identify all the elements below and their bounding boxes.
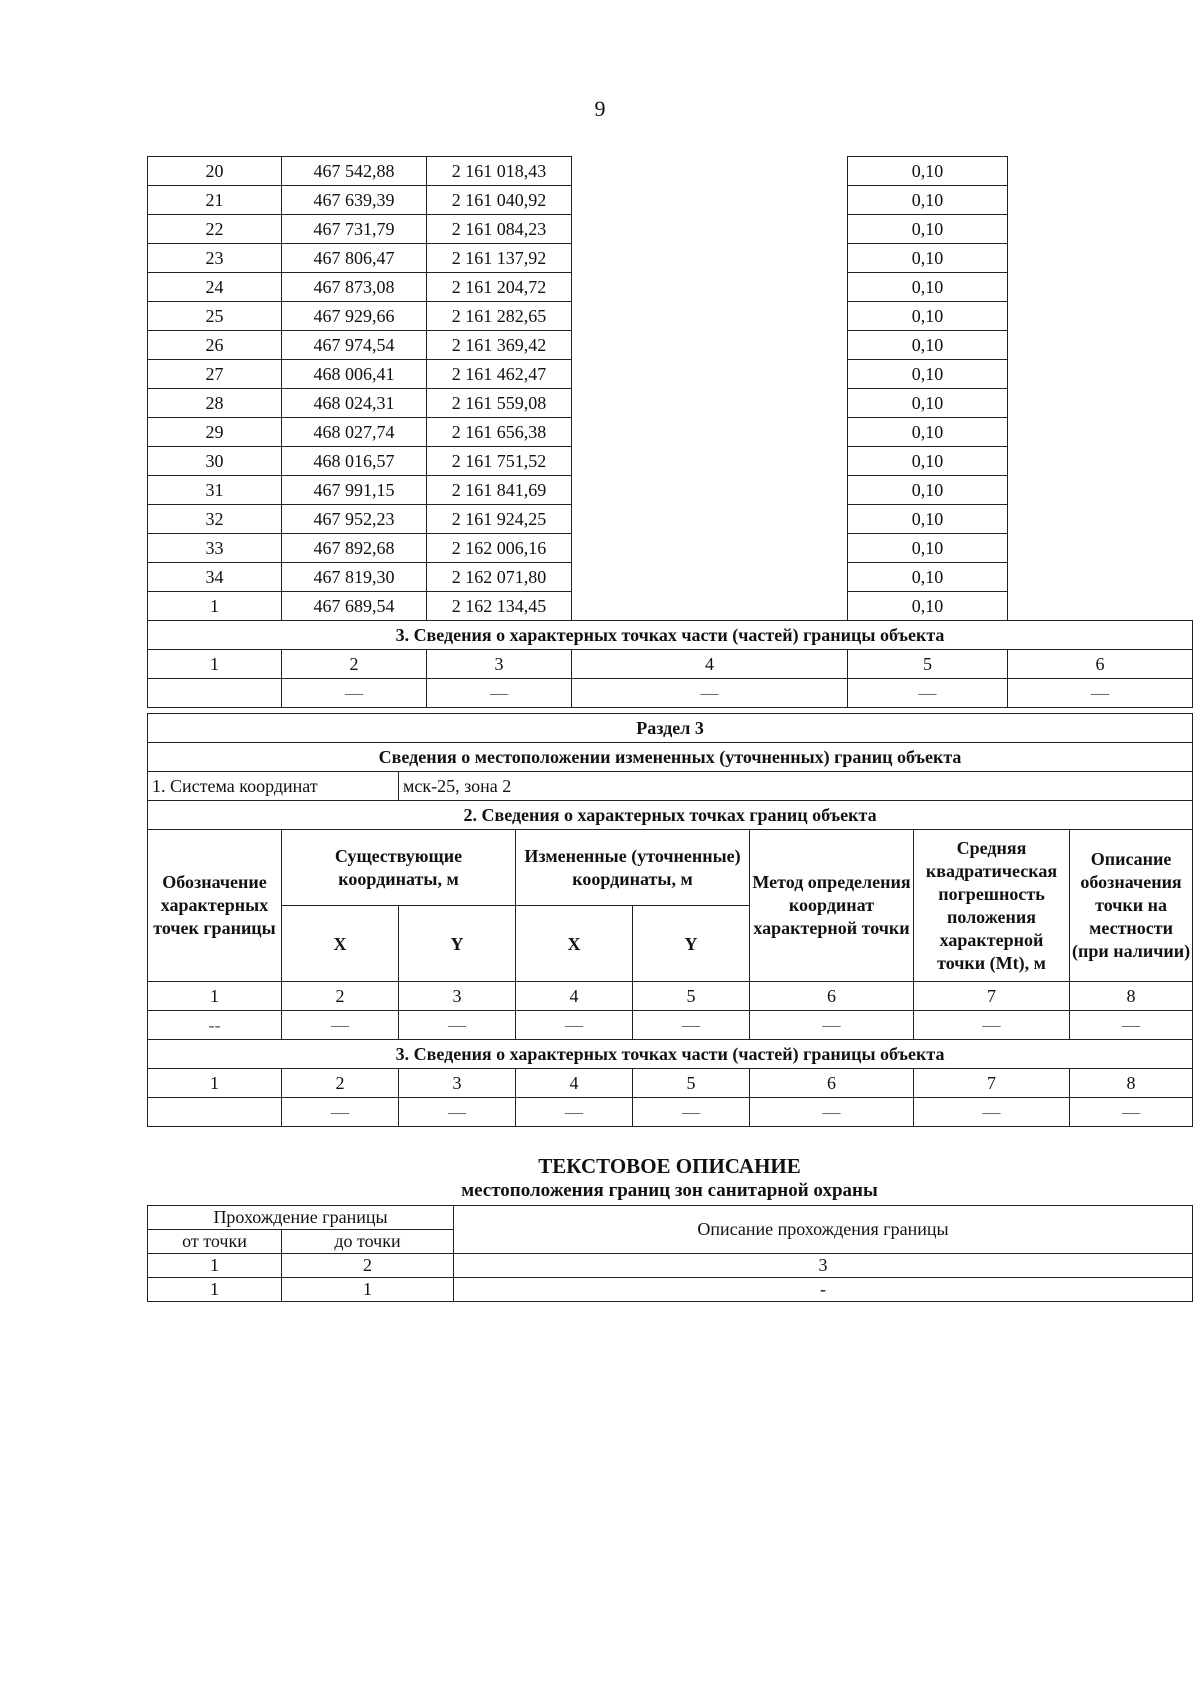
- from-point: 1: [148, 1278, 282, 1302]
- text-description-subtitle: местоположения границ зон санитарной охраны: [461, 1180, 878, 1201]
- empty-cell: [572, 505, 848, 534]
- y-coordinate: 2 161 018,43: [427, 157, 572, 186]
- part-points-empty-row: [148, 679, 1193, 708]
- empty-cell: [572, 273, 848, 302]
- coord-system-label: 1. Система координат: [148, 772, 399, 801]
- error-value: 0,10: [848, 157, 1008, 186]
- desc-data-row: [148, 1278, 1193, 1302]
- error-value: 0,10: [848, 273, 1008, 302]
- point-number: 22: [148, 215, 282, 244]
- point-number: 34: [148, 563, 282, 592]
- col-number: 3: [454, 1254, 1193, 1278]
- coordinates-body: [148, 157, 1193, 621]
- col-number: 1: [148, 650, 282, 679]
- cell: —: [282, 1098, 399, 1127]
- col-number: 1: [148, 982, 282, 1011]
- col-number: 7: [914, 1069, 1070, 1098]
- col-number: 8: [1070, 982, 1193, 1011]
- section3-title: Раздел 3: [148, 714, 1193, 743]
- point-number: 29: [148, 418, 282, 447]
- table-row: [148, 389, 1193, 418]
- cell: [148, 679, 282, 708]
- point-number: 20: [148, 157, 282, 186]
- section3-table: [147, 713, 1193, 1127]
- cell: —: [633, 1098, 750, 1127]
- designation-header: Обозначение характерных точек границы: [148, 830, 282, 982]
- col-number: 1: [148, 1254, 282, 1278]
- error-value: 0,10: [848, 389, 1008, 418]
- col-number: 1: [148, 1069, 282, 1098]
- cell: —: [572, 679, 848, 708]
- existing-coords-header: Существующие координаты, м: [282, 830, 516, 906]
- cell: —: [282, 1011, 399, 1040]
- y-coordinate: 2 161 924,25: [427, 505, 572, 534]
- empty-cell: [572, 186, 848, 215]
- empty-cell: [1008, 215, 1193, 244]
- col-number: 5: [633, 982, 750, 1011]
- empty-cell: [572, 360, 848, 389]
- col-numbers-row: [148, 982, 1193, 1011]
- empty-cell: [1008, 157, 1193, 186]
- y-header: Y: [399, 906, 516, 982]
- from-point-header: от точки: [148, 1230, 282, 1254]
- description-header: Описание прохождения границы: [454, 1206, 1193, 1254]
- text-description-title: ТЕКСТОВОЕ ОПИСАНИЕ: [538, 1154, 801, 1178]
- desc-col-numbers: [148, 1254, 1193, 1278]
- x-coordinate: 467 542,88: [282, 157, 427, 186]
- empty-cell: [1008, 592, 1193, 621]
- cell: —: [1070, 1011, 1193, 1040]
- empty-cell: [1008, 505, 1193, 534]
- coord-system-row: [148, 772, 1193, 801]
- cell: —: [1070, 1098, 1193, 1127]
- cell: —: [750, 1098, 914, 1127]
- method-header: Метод определения координат характерной точки: [750, 830, 914, 982]
- col-number: 5: [848, 650, 1008, 679]
- table-row: [148, 157, 1193, 186]
- table-row: [148, 186, 1193, 215]
- x-coordinate: 468 024,31: [282, 389, 427, 418]
- col-number: 2: [282, 1069, 399, 1098]
- passage-header: Прохождение границы: [148, 1206, 454, 1230]
- col-number: 8: [1070, 1069, 1193, 1098]
- y-coordinate: 2 161 462,47: [427, 360, 572, 389]
- empty-cell: [572, 389, 848, 418]
- y-coordinate: 2 161 656,38: [427, 418, 572, 447]
- empty-cell: [572, 244, 848, 273]
- col-number: 4: [516, 982, 633, 1011]
- x-coordinate: 467 639,39: [282, 186, 427, 215]
- col-number: 3: [399, 1069, 516, 1098]
- to-point: 1: [282, 1278, 454, 1302]
- error-value: 0,10: [848, 331, 1008, 360]
- col-number: 6: [750, 1069, 914, 1098]
- error-value: 0,10: [848, 534, 1008, 563]
- page-number: 9: [594, 96, 606, 121]
- error-value: 0,10: [848, 563, 1008, 592]
- cell: —: [427, 679, 572, 708]
- cell: —: [516, 1098, 633, 1127]
- coord-system-value: мск-25, зона 2: [399, 772, 1193, 801]
- x-coordinate: 467 929,66: [282, 302, 427, 331]
- point-number: 28: [148, 389, 282, 418]
- x-coordinate: 467 991,15: [282, 476, 427, 505]
- col-numbers-row-2: [148, 1069, 1193, 1098]
- col-number: 3: [399, 982, 516, 1011]
- x-header: X: [282, 906, 399, 982]
- point-number: 30: [148, 447, 282, 476]
- x-coordinate: 467 952,23: [282, 505, 427, 534]
- empty-cell: [572, 157, 848, 186]
- table-row: [148, 505, 1193, 534]
- point-number: 24: [148, 273, 282, 302]
- y-coordinate: 2 162 134,45: [427, 592, 572, 621]
- part-points-title-row-2: [148, 1040, 1193, 1069]
- point-number: 23: [148, 244, 282, 273]
- cell: —: [282, 679, 427, 708]
- cell: —: [633, 1011, 750, 1040]
- error-value: 0,10: [848, 592, 1008, 621]
- empty-cell: [572, 563, 848, 592]
- coordinates-table: [147, 156, 1193, 708]
- empty-cell: [1008, 244, 1193, 273]
- table-row: [148, 244, 1193, 273]
- empty-cell: [1008, 186, 1193, 215]
- table-row: [148, 215, 1193, 244]
- col-number: 5: [633, 1069, 750, 1098]
- x-coordinate: 467 819,30: [282, 563, 427, 592]
- section3-subtitle: Сведения о местоположении измененных (уточненных) границ объекта: [148, 743, 1193, 772]
- y-coordinate: 2 161 751,52: [427, 447, 572, 476]
- error-value: 0,10: [848, 302, 1008, 331]
- empty-cell: [572, 418, 848, 447]
- cell: —: [914, 1011, 1070, 1040]
- description-header: Описание обозначения точки на местности (при наличии): [1070, 830, 1193, 982]
- point-number: 21: [148, 186, 282, 215]
- table-row: [148, 476, 1193, 505]
- empty-cell: [572, 592, 848, 621]
- empty-cell: [1008, 418, 1193, 447]
- empty-cell: [1008, 563, 1193, 592]
- empty-cell: [572, 534, 848, 563]
- x-coordinate: 468 006,41: [282, 360, 427, 389]
- error-value: 0,10: [848, 360, 1008, 389]
- x-coordinate: 467 974,54: [282, 331, 427, 360]
- col-number: 4: [516, 1069, 633, 1098]
- y-coordinate: 2 161 204,72: [427, 273, 572, 302]
- empty-cell: [1008, 302, 1193, 331]
- x-header: X: [516, 906, 633, 982]
- table-row: [148, 302, 1193, 331]
- empty-cell: [1008, 360, 1193, 389]
- error-value: 0,10: [848, 418, 1008, 447]
- x-coordinate: 467 806,47: [282, 244, 427, 273]
- table-row: [148, 592, 1193, 621]
- x-coordinate: 467 731,79: [282, 215, 427, 244]
- section3-title-row: [148, 714, 1193, 743]
- empty-cell: [572, 476, 848, 505]
- cell: —: [399, 1098, 516, 1127]
- point-number: 33: [148, 534, 282, 563]
- cell: --: [148, 1011, 282, 1040]
- col-number: 3: [427, 650, 572, 679]
- table-row: [148, 563, 1193, 592]
- y-coordinate: 2 162 071,80: [427, 563, 572, 592]
- table-row: [148, 418, 1193, 447]
- empty-cell: [572, 331, 848, 360]
- error-value: 0,10: [848, 244, 1008, 273]
- changed-coords-header: Измененные (уточненные) координаты, м: [516, 830, 750, 906]
- col-number: 2: [282, 650, 427, 679]
- empty-cell: [1008, 534, 1193, 563]
- to-point-header: до точки: [282, 1230, 454, 1254]
- empty-cell: [1008, 476, 1193, 505]
- x-coordinate: 467 873,08: [282, 273, 427, 302]
- x-coordinate: 468 016,57: [282, 447, 427, 476]
- header-row-1: [148, 830, 1193, 906]
- empty-cell: [572, 302, 848, 331]
- error-value: 0,10: [848, 505, 1008, 534]
- point-number: 27: [148, 360, 282, 389]
- y-coordinate: 2 161 137,92: [427, 244, 572, 273]
- y-coordinate: 2 161 841,69: [427, 476, 572, 505]
- col-number: 6: [1008, 650, 1193, 679]
- point-number: 1: [148, 592, 282, 621]
- col-number: 2: [282, 982, 399, 1011]
- error-value: 0,10: [848, 447, 1008, 476]
- y-coordinate: 2 161 084,23: [427, 215, 572, 244]
- col-number: 2: [282, 1254, 454, 1278]
- table-row: [148, 447, 1193, 476]
- error-value: 0,10: [848, 476, 1008, 505]
- empty-cell: [572, 447, 848, 476]
- error-header: Средняя квадратическая погрешность положения характерной точки (Mt), м: [914, 830, 1070, 982]
- table-row: [148, 534, 1193, 563]
- point-number: 25: [148, 302, 282, 331]
- x-coordinate: 467 689,54: [282, 592, 427, 621]
- desc-header-row-1: [148, 1206, 1193, 1230]
- y-coordinate: 2 162 006,16: [427, 534, 572, 563]
- point-number: 26: [148, 331, 282, 360]
- error-value: 0,10: [848, 186, 1008, 215]
- col-number: 6: [750, 982, 914, 1011]
- empty-data-row: [148, 1011, 1193, 1040]
- cell: —: [848, 679, 1008, 708]
- table-row: [148, 273, 1193, 302]
- part-points-title: 3. Сведения о характерных точках части (частей) границы объекта: [148, 621, 1193, 650]
- part-points-title-row: [148, 621, 1193, 650]
- part-points-col-numbers: [148, 650, 1193, 679]
- error-value: 0,10: [848, 215, 1008, 244]
- x-coordinate: 467 892,68: [282, 534, 427, 563]
- empty-cell: [1008, 273, 1193, 302]
- char-points-title: 2. Сведения о характерных точках границ объекта: [148, 801, 1193, 830]
- empty-cell: [1008, 331, 1193, 360]
- point-number: 31: [148, 476, 282, 505]
- passage-description: -: [454, 1278, 1193, 1302]
- cell: —: [1008, 679, 1193, 708]
- col-number: 4: [572, 650, 848, 679]
- empty-cell: [1008, 447, 1193, 476]
- part-points-title-2: 3. Сведения о характерных точках части (частей) границы объекта: [148, 1040, 1193, 1069]
- cell: —: [516, 1011, 633, 1040]
- y-coordinate: 2 161 040,92: [427, 186, 572, 215]
- y-coordinate: 2 161 559,08: [427, 389, 572, 418]
- cell: —: [399, 1011, 516, 1040]
- section3-subtitle-row: [148, 743, 1193, 772]
- cell: [148, 1098, 282, 1127]
- char-points-title-row: [148, 801, 1193, 830]
- empty-cell: [1008, 389, 1193, 418]
- y-coordinate: 2 161 282,65: [427, 302, 572, 331]
- y-header: Y: [633, 906, 750, 982]
- boundary-description-table: [147, 1205, 1193, 1302]
- empty-data-row-2: [148, 1098, 1193, 1127]
- table-row: [148, 360, 1193, 389]
- point-number: 32: [148, 505, 282, 534]
- col-number: 7: [914, 982, 1070, 1011]
- cell: —: [914, 1098, 1070, 1127]
- table-row: [148, 331, 1193, 360]
- cell: —: [750, 1011, 914, 1040]
- x-coordinate: 468 027,74: [282, 418, 427, 447]
- y-coordinate: 2 161 369,42: [427, 331, 572, 360]
- empty-cell: [572, 215, 848, 244]
